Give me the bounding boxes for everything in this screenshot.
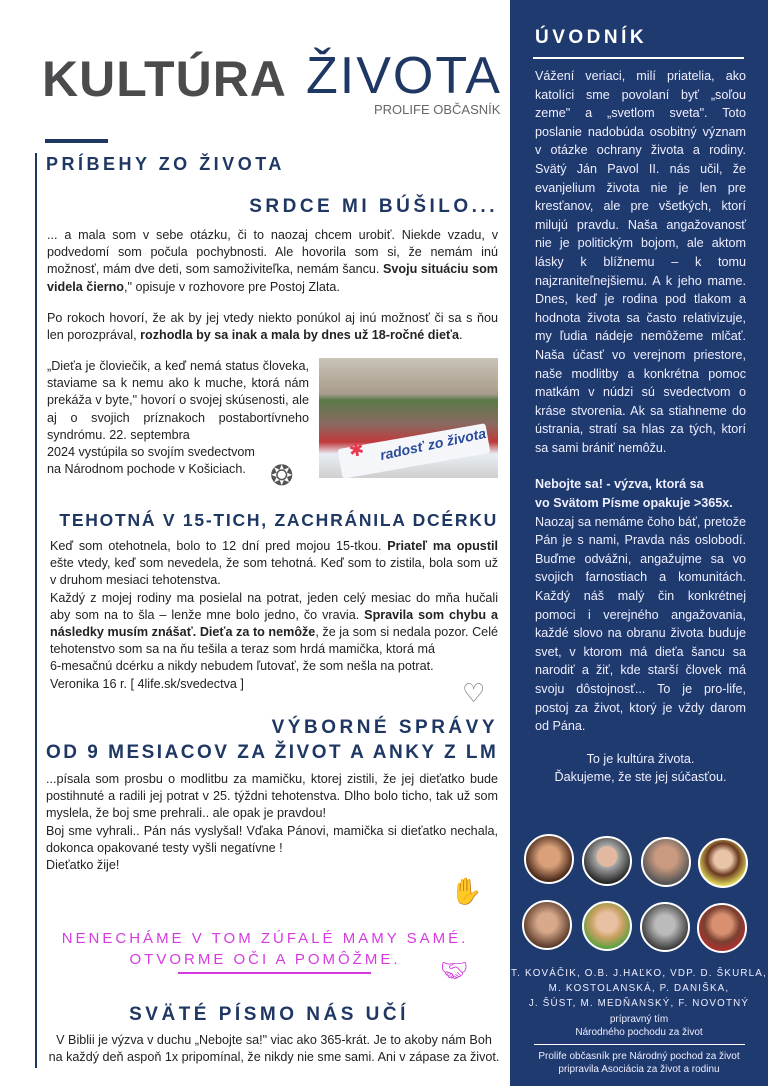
names-line: T. KOVÁČIK, O.B. J.HAĽKO, VDP. D. ŠKURLA, bbox=[511, 968, 767, 979]
text: ," opisuje v rozhovore pre Postoj Zlata. bbox=[124, 279, 340, 294]
banner-text: radosť zo života bbox=[378, 424, 488, 464]
avatar bbox=[522, 900, 572, 950]
editorial-sidebar bbox=[510, 0, 768, 1086]
logo-subtitle: PROLIFE OBČASNÍK bbox=[374, 102, 501, 117]
text: Keď som otehotnela, bolo to 12 dní pred mojou 15-tkou. bbox=[50, 539, 388, 553]
story1-title: SRDCE MI BÚŠILO... bbox=[249, 196, 498, 217]
footer-rule bbox=[534, 1044, 745, 1045]
story2-block bbox=[50, 538, 498, 693]
story2-text bbox=[50, 538, 498, 658]
bold-text: Svoju situáciu som videla čierno bbox=[47, 262, 498, 294]
avatar bbox=[524, 834, 574, 884]
avatar bbox=[582, 836, 632, 886]
callout bbox=[40, 928, 490, 970]
story1-quote2: 2024 vystúpila so svojím svedectvom bbox=[47, 445, 255, 460]
left-rule bbox=[35, 153, 37, 1068]
story1-quote: „Dieťa je človiečik, a keď nemá status človeka, staviame sa k nemu ako k muche, ktorá nám prekáža v byte," hovorí o svojej skúsenosti, ale aj o svojich príznakoch postabortívneho syndrómu. 22. septembra bbox=[47, 359, 309, 442]
editorial-text: Vážení veriaci, milí priatelia, ako katolíci sme povolaní byť „soľou zeme" a „svetlom sveta". Toto poslanie nadobúda osobitný význam v otázke ochrany života a rodiny. Svätý Ján Pavol II. nás učil, že evanjelium života nie je len pre kresťanov, ale pre všetkých, ktorí milujú pravdu. Naša angažovanosť nie je politickým bojom, ale aktom lásky k blížnemu – k tomu najzraniteľnejšiemu. A k jeho mame. Dnes, keď je rodina pod tlakom a hodnota života sa často relativizuje, my ľudia nádeje nemôžeme mlčať. Naša účasť vo verejnom priestore, naše modlitby a konkrétna pomoc matkám v núdzi sú svedectvom o kráse stvorenia. Ak sa stiahneme do ústrania, stratí sa hlas za tých, ktorí sa sami brániť nemôžu. bbox=[535, 69, 746, 455]
bold-line: Nebojte sa! - výzva, ktorá sa bbox=[535, 477, 704, 492]
team-line: Národného pochodu za život bbox=[575, 1027, 703, 1038]
story2-title: TEHOTNÁ V 15-TICH, ZACHRÁNILA DCÉRKU bbox=[59, 510, 498, 530]
bold-line: vo Svätom Písme opakuje >365x. bbox=[535, 496, 733, 511]
footer-line: Prolife občasník pre Národný pochod za život bbox=[538, 1051, 740, 1062]
story2-t5: 6-mesačnú dcérku a nikdy nebudem ľutovať, že som nešla na potrat. bbox=[50, 659, 434, 674]
holding-hands-circle-icon: ❂ bbox=[270, 460, 294, 491]
story1-p1 bbox=[47, 227, 498, 296]
thanks bbox=[535, 750, 746, 787]
names-line: J. ŠÚST, M. MEDŇANSKÝ, F. NOVOTNÝ bbox=[528, 998, 750, 1009]
text: Po rokoch hovorí, že ak by jej vtedy niekto ponúkol aj inú možnosť či sa s ňou len porozprával, bbox=[47, 311, 498, 343]
avatar bbox=[582, 901, 632, 951]
callout-line2: OTVORME OČI A POMÔŽME. bbox=[129, 951, 401, 968]
story2-signature: Veronika 16 r. [ 4life.sk/svedectva ] bbox=[50, 676, 244, 691]
avatar bbox=[640, 902, 690, 952]
story1-p2: Po rokoch hovorí, že ak by jej vtedy niekto ponúkol aj inú možnosť či sa s ňou len porozprával, rozhodla by sa inak a mala by dnes už 18-ročné dieťa. bbox=[47, 311, 498, 343]
editorial-text2: Naozaj sa nemáme čoho báť, pretože Pán je s nami, Pravda nás oslobodí. Buďme odvážni, angažujme sa vo svojich farnostiach a komunitách. Každý náš malý čin konkrétnej pomoci i verejného angažovania, každé slovo na obranu života buduje svet, v ktorom má dieťa šancu sa narodiť a žiť, kde starší človek má svoju dôstojnosť... To je pro-life, postoj za život, ktorý je vždy darom od Pána. bbox=[535, 514, 746, 734]
bold-text: Spravila som chybu a následky musím znášať. Dieťa za to nemôže bbox=[50, 607, 498, 640]
logo-zivota: ŽIVOTA bbox=[306, 47, 502, 105]
text: , že ja som si nedala pozor. Celé tehotenstvo som sa na ňu tešila a teraz som hrdá mamička, ktorá má bbox=[50, 625, 498, 657]
avatar bbox=[641, 837, 691, 887]
sidebar-rule bbox=[533, 57, 744, 59]
team-line: prípravný tím bbox=[609, 1014, 669, 1025]
story4-text: V Biblii je výzva v duchu „Nebojte sa!" viac ako 365-krát. Je to akoby nám Boh na každý deň aspoň 1x pripomínal, že nikdy nie sme sami. Ani v zápase za život. bbox=[48, 1033, 500, 1065]
callout-line1: NENECHÁME V TOM ZÚFALÉ MAMY SAMÉ. bbox=[61, 930, 469, 947]
footer-line: pripravila Asociácia za život a rodinu bbox=[558, 1064, 720, 1075]
bold-text: Priateľ ma opustil bbox=[387, 539, 499, 553]
heart-hands-icon: ♡ bbox=[462, 678, 486, 708]
thanks-line: Ďakujeme, že ste jej súčasťou. bbox=[554, 770, 727, 785]
text: ... a mala som v sebe otázku, či to naozaj chcem urobiť. Niekde vzadu, v podvedomí som počula pochybnosti. Ale hovorila som si, že nemám inú možnosť, mám dve deti, som samoživiteľka, nemám šancu. bbox=[47, 228, 498, 277]
text: Dieťatko žije! bbox=[46, 858, 120, 873]
story4-title: SVÄTÉ PÍSMO NÁS UČÍ bbox=[129, 1004, 409, 1025]
story3-text bbox=[46, 771, 498, 874]
avatars bbox=[510, 834, 768, 958]
story1-quote3: na Národnom pochode v Košiciach. bbox=[47, 462, 246, 477]
handshake-icon: 🤝︎ bbox=[440, 958, 468, 983]
team-names bbox=[510, 966, 768, 1011]
sidebar-flow bbox=[535, 67, 746, 787]
text: Každý z mojej rodiny ma posielal na potrat, jeden celý mesiac do mňa hučali aby som na to šla – lenže mne bolo jedno, čo vravia. bbox=[50, 590, 498, 622]
section-title: PRÍBEHY ZO ŽIVOTA bbox=[46, 154, 285, 174]
bold-text: rozhodla by sa inak a mala by dnes už 18-ročné dieťa bbox=[140, 328, 459, 343]
hands-icon: ✋ bbox=[450, 876, 483, 906]
text: ...písala som prosbu o modlitbu za mamičku, ktorej zistili, že jej dieťatko bude postihnuté a radili jej potrat v 25. týždni tehotenstva. Dlho bolo ticho, tak už som myslela, že boj sme prehrali.. ale opak je pravdou! bbox=[46, 772, 498, 821]
text: Boj sme vyhrali.. Pán nás vyslyšal! Vďaka Pánovi, mamička si dieťatko nechala, dokonca opakované testy vyšli negatívne ! bbox=[46, 823, 498, 855]
story3-title2: OD 9 MESIACOV ZA ŽIVOT A ANKY Z LM bbox=[46, 742, 499, 763]
thanks-line: To je kultúra života. bbox=[586, 751, 695, 766]
editorial-bold bbox=[535, 475, 746, 512]
avatar bbox=[698, 838, 748, 888]
logo-kultura: KULTÚRA bbox=[42, 51, 287, 107]
sidebar-title: ÚVODNÍK bbox=[535, 27, 648, 48]
avatar bbox=[697, 903, 747, 953]
march-photo: ✱ radosť zo života bbox=[319, 358, 498, 478]
text: ešte vtedy, keď som nevedela, že som tehotná. Keď som to zistila, bola som už v druhom mesiaci tehotenstva. bbox=[50, 556, 498, 588]
footer bbox=[510, 1050, 768, 1076]
story3-title1: VÝBORNÉ SPRÁVY bbox=[271, 717, 498, 738]
accent-bar bbox=[45, 139, 108, 143]
team-label bbox=[510, 1013, 768, 1039]
sidebar-bottom bbox=[510, 966, 768, 1076]
callout-underline bbox=[178, 972, 371, 974]
names-line: M. KOSTOLANSKÁ, P. DANIŠKA, bbox=[548, 983, 730, 994]
